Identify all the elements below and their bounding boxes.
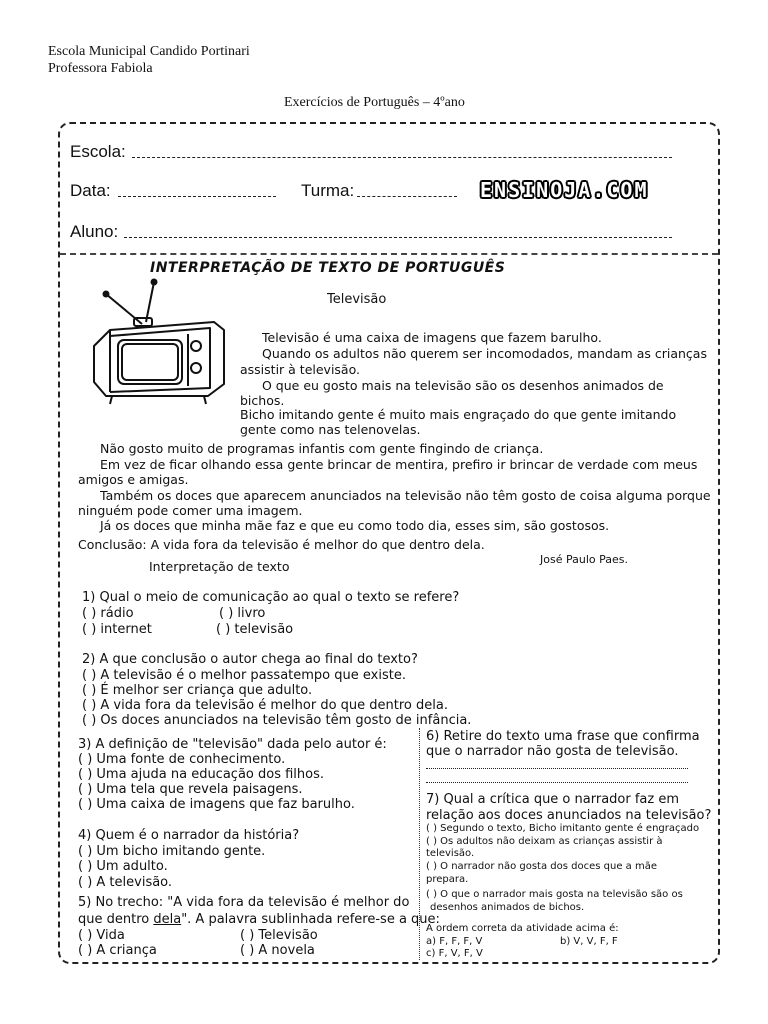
television-icon bbox=[82, 272, 232, 412]
q1-option[interactable]: ( ) televisão bbox=[216, 622, 294, 637]
text-line: Quando os adultos não querem ser incomodados, mandam as crianças bbox=[262, 346, 707, 361]
q7-item[interactable]: ( ) Segundo o texto, Bicho imitanto gente é engraçado bbox=[426, 823, 700, 834]
q2-option[interactable]: ( ) Os doces anunciados na televisão têm gosto de infância. bbox=[82, 713, 472, 728]
text-line: gente como nas telenovelas. bbox=[240, 422, 421, 437]
q1-question: 1) Qual o meio de comunicação ao qual o texto se refere? bbox=[82, 590, 460, 605]
q6-answer-line[interactable] bbox=[426, 782, 688, 783]
brand-logo: ENSINOJA.COM bbox=[480, 178, 649, 202]
text-line: Também os doces que aparecem anunciados na televisão não têm gosto de coisa alguma porque bbox=[100, 488, 711, 503]
q7-item[interactable]: ( ) O que o narrador mais gosta na televisão são os bbox=[426, 889, 683, 900]
q5-option[interactable]: ( ) Televisão bbox=[240, 928, 318, 943]
q6-question-line1: 6) Retire do texto uma frase que confirma bbox=[426, 729, 700, 744]
underlined-word: dela bbox=[153, 912, 182, 927]
text-line: O que eu gosto mais na televisão são os desenhos animados de bbox=[262, 378, 664, 393]
q7-answer[interactable]: b) V, V, F, F bbox=[560, 936, 618, 947]
text-line: Já os doces que minha mãe faz e que eu como todo dia, esses sim, são gostosos. bbox=[100, 518, 610, 533]
interpretation-title: Interpretação de texto bbox=[149, 559, 290, 574]
q5-question-line2: que dentro dela". A palavra sublinhada refere-se a que: bbox=[78, 912, 440, 927]
text-line: Não gosto muito de programas infantis com gente fingindo de criança. bbox=[100, 441, 544, 456]
q5-option[interactable]: ( ) Vida bbox=[78, 928, 125, 943]
q3-option[interactable]: ( ) Uma caixa de imagens que faz barulho. bbox=[78, 797, 355, 812]
text-line: bichos. bbox=[240, 393, 285, 408]
q7-order-label: A ordem correta da atividade acima é: bbox=[426, 923, 619, 934]
q7-item-cont: desenhos animados de bichos. bbox=[430, 902, 585, 913]
teacher-name: Professora Fabiola bbox=[48, 61, 153, 76]
q2-option[interactable]: ( ) A televisão é o melhor passatempo que existe. bbox=[82, 668, 406, 683]
q3-option[interactable]: ( ) Uma ajuda na educação dos filhos. bbox=[78, 767, 325, 782]
q3-option[interactable]: ( ) Uma fonte de conhecimento. bbox=[78, 752, 286, 767]
q5-option[interactable]: ( ) A novela bbox=[240, 943, 315, 958]
q7-answer[interactable]: a) F, F, F, V bbox=[426, 936, 483, 947]
text-line: ninguém pode comer uma imagem. bbox=[78, 503, 303, 518]
q3-question: 3) A definição de "televisão" dada pelo autor é: bbox=[78, 737, 387, 752]
q7-answer[interactable]: c) F, V, F, V bbox=[426, 948, 483, 959]
text-line: amigos e amigas. bbox=[78, 472, 189, 487]
q6-question-line2: que o narrador não gosta de televisão. bbox=[426, 744, 679, 759]
data-field[interactable] bbox=[118, 196, 276, 197]
q4-option[interactable]: ( ) Um bicho imitando gente. bbox=[78, 844, 266, 859]
q7-item[interactable]: ( ) Os adultos não deixam as crianças assistir à bbox=[426, 836, 663, 847]
q5-option[interactable]: ( ) A criança bbox=[78, 943, 157, 958]
q2-option[interactable]: ( ) É melhor ser criança que adulto. bbox=[82, 683, 313, 698]
data-label: Data: bbox=[70, 181, 111, 200]
text-line: Bicho imitando gente é muito mais engraçado do que gente imitando bbox=[240, 407, 677, 422]
q7-item-cont: prepara. bbox=[426, 874, 469, 885]
q4-option[interactable]: ( ) A televisão. bbox=[78, 875, 173, 890]
turma-label: Turma: bbox=[301, 181, 355, 200]
text-line: Em vez de ficar olhando essa gente brincar de mentira, prefiro ir brincar de verdade com meus bbox=[100, 457, 698, 472]
q1-option[interactable]: ( ) livro bbox=[219, 606, 266, 621]
q7-question-line1: 7) Qual a crítica que o narrador faz em bbox=[426, 792, 679, 807]
q1-option[interactable]: ( ) internet bbox=[82, 622, 152, 637]
q7-item[interactable]: ( ) O narrador não gosta dos doces que a mãe bbox=[426, 861, 657, 872]
section-title: INTERPRETAÇÃO DE TEXTO DE PORTUGUÊS bbox=[150, 260, 506, 276]
q4-question: 4) Quem é o narrador da história? bbox=[78, 828, 300, 843]
q3-option[interactable]: ( ) Uma tela que revela paisagens. bbox=[78, 782, 303, 797]
q2-question: 2) A que conclusão o autor chega ao final do texto? bbox=[82, 652, 418, 667]
aluno-label: Aluno: bbox=[70, 222, 119, 241]
header-divider bbox=[60, 253, 718, 255]
q7-question-line2: relação aos doces anunciados na televisão? bbox=[426, 808, 712, 823]
escola-label: Escola: bbox=[70, 142, 126, 161]
q7-item-cont: televisão. bbox=[426, 848, 475, 859]
text-conclusion: Conclusão: A vida fora da televisão é melhor do que dentro dela. bbox=[78, 537, 485, 552]
q5-question-line1: 5) No trecho: "A vida fora da televisão é melhor do bbox=[78, 895, 410, 910]
text-line: assistir à televisão. bbox=[240, 362, 360, 377]
q4-option[interactable]: ( ) Um adulto. bbox=[78, 859, 168, 874]
escola-field[interactable] bbox=[132, 157, 672, 158]
text-title: Televisão bbox=[327, 292, 387, 307]
q1-option[interactable]: ( ) rádio bbox=[82, 606, 134, 621]
q6-answer-line[interactable] bbox=[426, 768, 688, 769]
q2-option[interactable]: ( ) A vida fora da televisão é melhor do que dentro dela. bbox=[82, 698, 448, 713]
text-line: Televisão é uma caixa de imagens que fazem barulho. bbox=[262, 330, 602, 345]
aluno-field[interactable] bbox=[124, 237, 672, 238]
school-name: Escola Municipal Candido Portinari bbox=[48, 44, 250, 59]
page-title: Exercícios de Português – 4ºano bbox=[284, 95, 465, 110]
turma-field[interactable] bbox=[357, 196, 457, 197]
text-author: José Paulo Paes. bbox=[540, 553, 628, 566]
